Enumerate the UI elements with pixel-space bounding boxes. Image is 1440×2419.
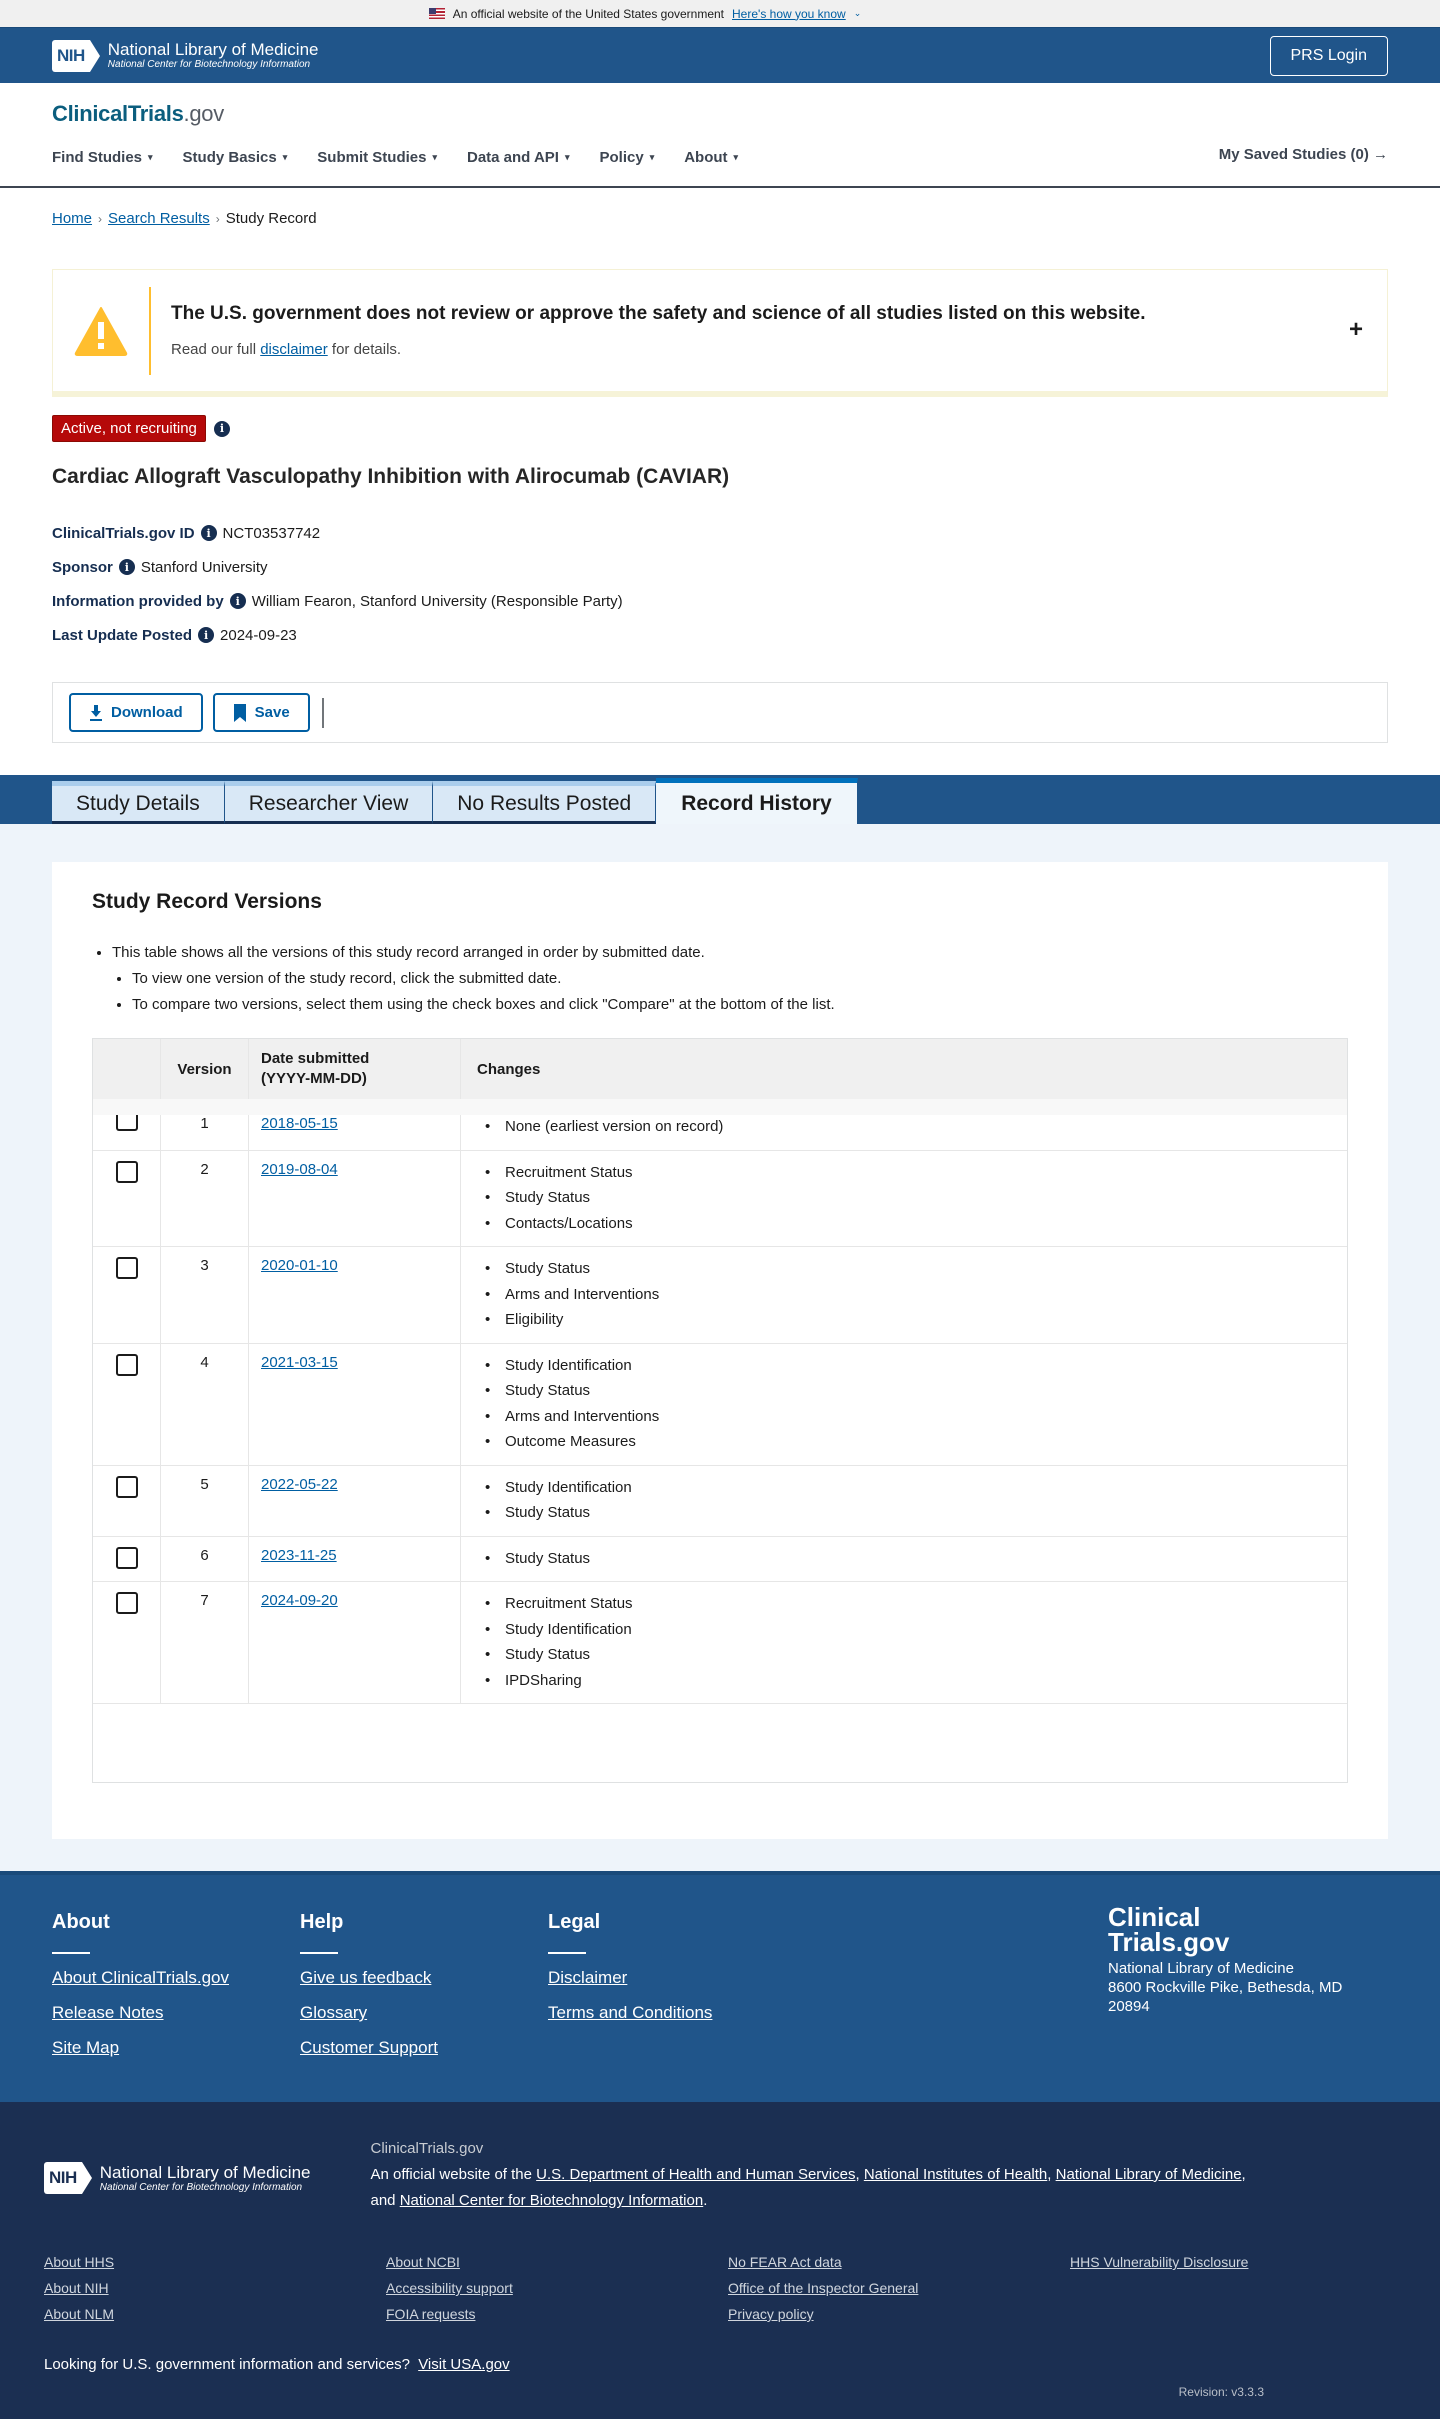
version-number: 6 (161, 1537, 249, 1582)
header-select (93, 1039, 161, 1099)
changes-list (477, 1114, 1335, 1140)
chevron-down-icon: ▾ (148, 152, 153, 162)
meta-sponsor (52, 550, 1388, 584)
breadcrumb-home[interactable]: Home (52, 210, 93, 227)
nav-label: Submit Studies (317, 149, 427, 166)
footer-link-terms[interactable]: Terms and Conditions (548, 2003, 713, 2022)
table-footer (93, 1704, 1347, 1782)
footer-org: National Library of Medicine (1108, 1960, 1294, 1977)
change-item: • IPDSharing (505, 1668, 1335, 1694)
changes-list (477, 1160, 1335, 1237)
header-changes: Changes (477, 1060, 541, 1078)
instruction-view: • To view one version of the study record, click the submitted date. (132, 966, 1348, 992)
meta-label: Information provided by (52, 592, 224, 610)
chevron-right-icon: › (215, 211, 220, 226)
meta-last-update-posted (52, 618, 1388, 652)
footer-heading: Help (300, 1911, 344, 1933)
official-and: and (370, 2192, 400, 2209)
save-button[interactable] (213, 693, 310, 732)
meta-information-provided-by (52, 584, 1388, 618)
official-site-text: ClinicalTrials.gov An official website of the U.S. Department of Health and Human Services, National Institutes of Health, National Library of Medicine, and National Center for Biotechnology Information. (371, 2136, 1246, 2214)
nav-find-studies[interactable] (52, 149, 153, 166)
version-date-link[interactable]: 2022-05-22 (261, 1475, 338, 1493)
toolbar-divider (322, 698, 324, 728)
version-number: 1 (161, 1115, 249, 1150)
version-checkbox[interactable] (116, 1354, 138, 1376)
link-nlm[interactable]: National Library of Medicine (1055, 2166, 1242, 2183)
version-number: 5 (161, 1466, 249, 1536)
link-privacy-policy[interactable]: Privacy policy (728, 2306, 814, 2322)
header-date-line2: (YYYY-MM-DD) (261, 1070, 367, 1087)
footer-address (1108, 1959, 1342, 2016)
study-title: Cardiac Allograft Vasculopathy Inhibition with Alirocumab (CAVIAR) (52, 465, 730, 488)
change-item: • Recruitment Status (505, 1160, 1335, 1186)
link-about-ncbi[interactable]: About NCBI (386, 2254, 460, 2270)
us-flag-icon (429, 8, 445, 19)
nih-logo-icon: NIH (52, 40, 90, 72)
gov-banner (0, 0, 1440, 27)
change-item: • Study Identification (505, 1353, 1335, 1379)
logo-main: ClinicalTrials (52, 101, 184, 126)
nlm-footer-subtitle: National Center for Biotechnology Information (99, 2181, 303, 2193)
footer-link-glossary[interactable]: Glossary (300, 2003, 368, 2022)
versions-table (92, 1038, 1348, 1783)
clinicaltrials-logo[interactable] (52, 101, 1388, 127)
change-item: • Arms and Interventions (505, 1282, 1335, 1308)
record-history-card (52, 862, 1388, 1839)
disclaimer-link[interactable]: disclaimer (260, 341, 328, 358)
breadcrumb-search-results[interactable]: Search Results (108, 210, 210, 227)
changes-list (477, 1256, 1335, 1333)
nav-about[interactable] (684, 149, 738, 166)
footer-gov-links (44, 2254, 1396, 2322)
footer-logo-line2: Trials.gov (1108, 1927, 1230, 1957)
version-number: 7 (161, 1582, 249, 1703)
table-header (93, 1039, 1347, 1115)
footer-link-disclaimer[interactable]: Disclaimer (548, 1968, 628, 1987)
disclaimer-text (171, 341, 1146, 358)
change-item: • Study Status (505, 1185, 1335, 1211)
download-icon (89, 705, 103, 721)
info-icon[interactable]: i (214, 421, 230, 437)
instruction-compare: • To compare two versions, select them using the check boxes and click "Compare" at the bottom of the list. (132, 992, 1348, 1018)
meta-label: ClinicalTrials.gov ID (52, 524, 195, 542)
meta-nct-id (52, 516, 1388, 550)
nlm-logo[interactable] (52, 40, 319, 72)
link-accessibility[interactable]: Accessibility support (386, 2280, 513, 2296)
footer-site-name: ClinicalTrials.gov (370, 2140, 484, 2157)
changes-list (477, 1591, 1335, 1693)
meta-value: Stanford University (140, 558, 268, 576)
study-tabs (0, 775, 1440, 824)
change-item: • Study Status (505, 1256, 1335, 1282)
disclaimer-alert (52, 269, 1388, 397)
footer-link-customer-support[interactable]: Customer Support (300, 2038, 438, 2057)
nav-data-and-api[interactable] (467, 149, 570, 166)
table-row (93, 1115, 1347, 1151)
footer-address-line1: 8600 Rockville Pike, Bethesda, MD (1108, 1979, 1343, 1996)
version-date-link[interactable]: 2021-03-15 (261, 1353, 338, 1371)
footer-heading: About (52, 1911, 110, 1933)
study-meta (0, 489, 1440, 652)
gov-banner-text: An official website of the United States government (452, 6, 725, 21)
my-saved-studies-link[interactable] (1219, 146, 1388, 163)
version-number: 4 (161, 1344, 249, 1465)
download-label: Download (111, 704, 183, 721)
change-item: • Study Status (505, 1546, 1335, 1572)
footer-col-legal (548, 1911, 796, 2102)
change-item: • Arms and Interventions (505, 1404, 1335, 1430)
nav-study-basics[interactable] (183, 149, 288, 166)
version-checkbox[interactable] (116, 1115, 138, 1131)
nav-policy[interactable] (600, 149, 655, 166)
link-about-nlm[interactable]: About NLM (44, 2306, 115, 2322)
disclaimer-pre: Read our full (171, 341, 261, 358)
table-row (93, 1466, 1347, 1537)
link-about-hhs[interactable]: About HHS (44, 2254, 115, 2270)
link-ncbi[interactable]: National Center for Biotechnology Information (399, 2192, 704, 2209)
nlm-title: National Library of Medicine (107, 40, 319, 59)
footer-col-about (52, 1911, 300, 2102)
footer-col-help (300, 1911, 548, 2102)
visit-usa-gov-link[interactable]: Visit USA.gov (418, 2356, 510, 2373)
table-row (93, 1247, 1347, 1344)
version-date-link[interactable]: 2024-09-20 (261, 1592, 338, 1609)
change-item: • Eligibility (505, 1307, 1335, 1333)
change-item: • Recruitment Status (505, 1591, 1335, 1617)
footer-link-release-notes[interactable]: Release Notes (52, 2003, 164, 2022)
chevron-down-icon: ⌄ (853, 8, 862, 18)
status-row (0, 397, 1440, 442)
change-item: • Study Identification (505, 1475, 1335, 1501)
official-pre: An official website of the (370, 2166, 537, 2183)
footer-logo-line1: Clinical (1108, 1902, 1201, 1932)
chevron-right-icon: › (98, 211, 103, 226)
arrow-right-icon: → (1373, 146, 1388, 163)
status-badge: Active, not recruiting (52, 415, 206, 442)
change-item: • Outcome Measures (505, 1429, 1335, 1455)
version-number: 3 (161, 1247, 249, 1343)
link-inspector-general[interactable]: Office of the Inspector General (728, 2280, 919, 2296)
footer-link-feedback[interactable]: Give us feedback (300, 1968, 432, 1987)
disclaimer-title: The U.S. government does not review or approve the safety and science of all studies listed on this website. (171, 303, 1146, 324)
link-about-nih[interactable]: About NIH (44, 2280, 109, 2296)
link-foia[interactable]: FOIA requests (386, 2306, 476, 2322)
nav-label: Find Studies (52, 149, 142, 166)
footer-heading: Legal (548, 1911, 601, 1933)
link-no-fear-act[interactable]: No FEAR Act data (728, 2254, 842, 2270)
version-date-link[interactable]: 2023-11-25 (261, 1546, 337, 1564)
table-row (93, 1151, 1347, 1248)
tab-researcher-view[interactable]: Researcher View (225, 781, 434, 824)
table-row (93, 1344, 1347, 1466)
disclaimer-post: for details. (327, 341, 402, 358)
nav-submit-studies[interactable] (317, 149, 437, 166)
meta-label: Sponsor (52, 558, 113, 576)
footer-brand (1108, 1902, 1343, 2016)
chevron-down-icon: ▾ (564, 152, 570, 162)
footer-rule (548, 1952, 586, 1954)
expand-plus-icon[interactable]: + (1348, 316, 1363, 343)
version-date-link[interactable]: 2019-08-04 (261, 1160, 338, 1178)
chevron-down-icon: ▾ (649, 152, 655, 162)
site-footer (0, 1871, 1440, 2102)
nav-label: Data and API (467, 149, 559, 166)
nlm-footer-title: National Library of Medicine (99, 2162, 311, 2182)
site-header (0, 83, 1440, 188)
version-date-link[interactable]: 2020-01-10 (261, 1257, 338, 1274)
logo-suffix: .gov (183, 101, 224, 126)
meta-value: NCT03537742 (222, 524, 321, 542)
change-item: • Study Status (505, 1378, 1335, 1404)
footer-rule (52, 1952, 90, 1954)
header-version: Version (161, 1039, 249, 1099)
tab-study-details[interactable]: Study Details (52, 781, 225, 824)
footer-rule (300, 1952, 338, 1954)
header-date (249, 1039, 461, 1099)
save-label: Save (254, 704, 290, 721)
instructions-list (92, 940, 1348, 1018)
version-checkbox[interactable] (116, 1161, 138, 1183)
chevron-down-icon: ▾ (432, 152, 437, 162)
usa-gov-text: Looking for U.S. government information and services? (44, 2356, 411, 2373)
warning-icon (74, 306, 128, 356)
record-history-section (0, 824, 1440, 1871)
version-checkbox[interactable] (116, 1547, 138, 1569)
nav-label: Study Basics (182, 149, 277, 166)
study-toolbar (52, 682, 1388, 743)
instruction-text: This table shows all the versions of this study record arranged in order by submitted date. (112, 944, 705, 961)
version-checkbox[interactable] (116, 1476, 138, 1498)
nlm-footer (0, 2102, 1440, 2419)
heres-how-you-know-link[interactable]: Here's how you know (732, 6, 846, 21)
footer-link-site-map[interactable]: Site Map (52, 2038, 120, 2057)
link-nih[interactable]: National Institutes of Health (863, 2166, 1048, 2183)
chevron-down-icon: ▾ (282, 152, 288, 162)
changes-list (477, 1546, 1335, 1572)
nav-label: About (684, 149, 728, 166)
footer-ct-logo[interactable] (1108, 1902, 1342, 1957)
instruction-main (112, 940, 1348, 1018)
breadcrumb (0, 188, 1440, 227)
main-nav (52, 149, 1388, 166)
footer-address-line2: 20894 (1108, 1998, 1150, 2015)
info-icon[interactable]: i (198, 627, 214, 643)
meta-label: Last Update Posted (52, 626, 193, 644)
meta-value: William Fearon, Stanford University (Responsible Party) (251, 592, 623, 610)
nav-label: Policy (599, 149, 644, 166)
breadcrumb-current: Study Record (225, 210, 317, 227)
footer-link-about-ct[interactable]: About ClinicalTrials.gov (52, 1968, 229, 1987)
change-item: • Contacts/Locations (505, 1211, 1335, 1237)
table-row (93, 1537, 1347, 1583)
change-item: • Study Identification (505, 1617, 1335, 1643)
download-button[interactable] (69, 693, 203, 732)
link-hhs[interactable]: U.S. Department of Health and Human Services (536, 2166, 856, 2183)
prs-login-button[interactable]: PRS Login (1270, 36, 1389, 76)
change-item: • Study Status (505, 1500, 1335, 1526)
bookmark-icon (233, 704, 247, 722)
revision-label: Revision: v3.3.3 (1178, 2385, 1264, 2399)
change-item: • Study Status (505, 1642, 1335, 1668)
changes-list (477, 1353, 1335, 1455)
info-icon[interactable]: i (201, 525, 217, 541)
link-hhs-vulnerability[interactable]: HHS Vulnerability Disclosure (1070, 2254, 1249, 2270)
nlm-footer-logo[interactable] (44, 2142, 311, 2214)
chevron-down-icon: ▾ (733, 152, 739, 162)
version-number: 2 (161, 1151, 249, 1247)
tab-record-history[interactable]: Record History (656, 778, 858, 824)
changes-list (477, 1475, 1335, 1526)
meta-value: 2024-09-23 (220, 626, 297, 644)
info-icon[interactable]: i (230, 593, 246, 609)
section-heading: Study Record Versions (92, 890, 322, 913)
change-item: • None (earliest version on record) (505, 1114, 1335, 1140)
tab-no-results-posted[interactable]: No Results Posted (433, 781, 656, 824)
header-date-line1: Date submitted (261, 1050, 370, 1067)
nlm-subtitle: National Center for Biotechnology Information (107, 59, 311, 70)
usa-gov-line (44, 2356, 1396, 2373)
version-date-link[interactable]: 2018-05-15 (261, 1115, 338, 1132)
version-checkbox[interactable] (116, 1257, 138, 1279)
nih-logo-icon: NIH (44, 2162, 82, 2194)
saved-studies-label: My Saved Studies (0) (1218, 146, 1369, 163)
nlm-header (0, 27, 1440, 83)
info-icon[interactable]: i (119, 559, 135, 575)
version-checkbox[interactable] (116, 1592, 138, 1614)
table-row (93, 1582, 1347, 1704)
